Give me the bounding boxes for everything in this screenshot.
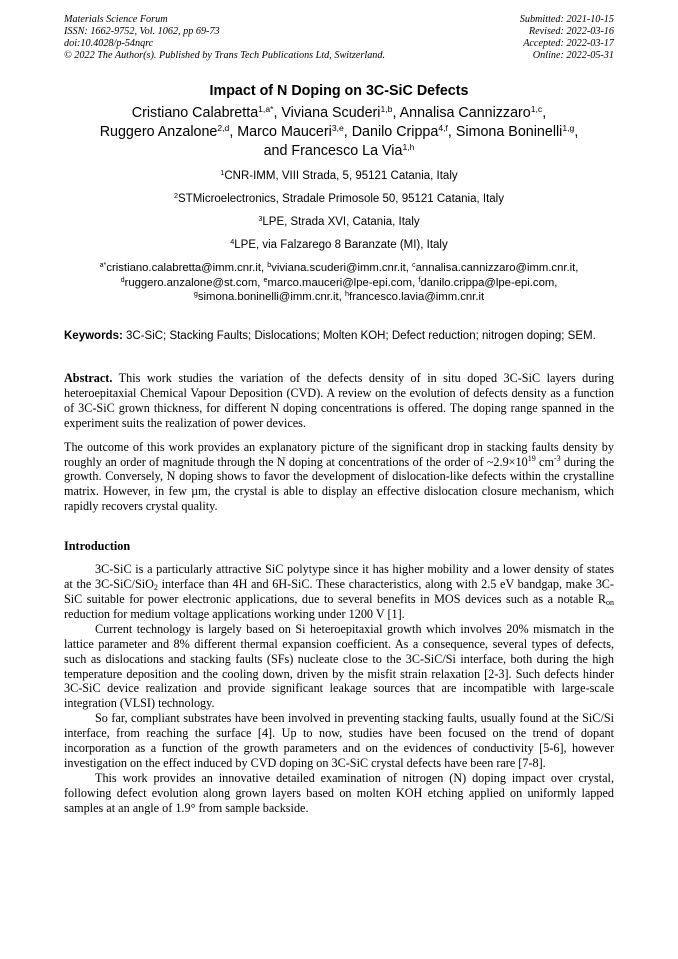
paper-title: Impact of N Doping on 3C-SiC Defects bbox=[209, 83, 469, 99]
author: Cristiano Calabretta$^{1,a*}$, bbox=[131, 104, 282, 121]
keywords-label: Keywords: bbox=[64, 329, 123, 342]
email[interactable]: $^c$annalisa.cannizzaro@imm.cnr.it, bbox=[412, 260, 579, 274]
author: Simona Boninelli$^{1,g}$, bbox=[455, 123, 579, 140]
submitted-date: Submitted: 2021-10-15 bbox=[519, 14, 614, 25]
abstract-paragraph: Abstract. This work studies the variation of the defects density of in situ doped 3C-SiC layers during heteroepitaxial Chemical Vapour Deposition (CVD). A review on the evolution of defects density as a function of 3C-SiC grown thickness, for different N doping concentrations is offered. The doping range spanned in the experiment suits the realization of power devices. bbox=[64, 371, 614, 430]
abstract-paragraph: The outcome of this work provides an explanatory picture of the significant drop in stacking faults density by roughly an order of magnitude through the N doping at concentrations of the order of $\sim 2.9\times 10^{19}$ $cm^{-3}$ during the growth. Conversely, N doping shows to favor the development of dislocation-like defects within the crystalline matrix. However, in few µm, the crystal is able to display an effective dislocation closure mechanism, which rapidly recovers crystal quality. bbox=[64, 439, 614, 514]
keywords-text: 3C-SiC; Stacking Faults; Dislocations; Molten KOH; Defect reduction; nitrogen doping; SEM. bbox=[122, 329, 596, 342]
keywords bbox=[64, 329, 614, 344]
affiliation: $^1$CNR-IMM, VIII Strada, 5, 95121 Catania, Italy bbox=[220, 168, 458, 182]
author: Marco Mauceri$^{3,e}$, bbox=[237, 123, 352, 140]
affiliation: $^4$LPE, via Falzarego 8 Baranzate (MI), Italy bbox=[230, 237, 448, 251]
journal-header bbox=[64, 14, 614, 62]
email[interactable]: $^e$marco.mauceri@lpe-epi.com, bbox=[263, 274, 419, 289]
email[interactable]: $^b$viviana.scuderi@imm.cnr.it, bbox=[267, 260, 413, 274]
journal-name: Materials Science Forum bbox=[64, 14, 168, 25]
author-list bbox=[64, 104, 614, 161]
copyright: © 2022 The Author(s). Published by Trans Tech Publications Ltd, Switzerland. bbox=[64, 50, 386, 61]
section-heading: Introduction bbox=[64, 539, 131, 554]
body-paragraph: This work provides an innovative detailed examination of nitrogen (N) doping impact over crystal, following defect evolution along grown layers based on molten KOH etching applied on uniformly lapped samples at an angle of 1.9° from sample backside. bbox=[64, 770, 614, 815]
author-emails bbox=[64, 261, 614, 305]
body-paragraph: Current technology is largely based on Si heteroepitaxial growth which involves 20% mismatch in the lattice parameter and 8% different thermal expansion coefficient. As a consequence, several types of defects, such as dislocations and stacking faults (SFs) nucleate close to the 3C-SiC/Si interface, both during the high temperature deposition and the cooling down, driven by the misfit strain relaxation [2-3]. Such defects hinder 3C-SiC device realization and provide significant leakage sources that are incompatible with large-scale integration (VLSI) technology. bbox=[64, 621, 614, 711]
author: Danilo Crippa$^{4,f}$, bbox=[351, 123, 456, 140]
email[interactable]: $^f$danilo.crippa@lpe-epi.com, bbox=[418, 274, 558, 289]
author: Viviana Scuderi$^{1,b}$, bbox=[281, 104, 400, 121]
body-paragraph: 3C-SiC is a particularly attractive SiC polytype since it has higher mobility and a lower density of states at the 3C-SiC/SiO$_2$ interface than 4H and 6H-SiC. These characteristics, along with 2.5 eV bandgap, make 3C-SiC suitable for power electronic applications, due to several benefits in MOS devices such as a notable $R_{on}$ reduction for medium voltage applications working under 1200 V [1]. bbox=[64, 562, 614, 621]
issn: ISSN: 1662-9752, Vol. 1062, pp 69-73 bbox=[64, 26, 220, 37]
email[interactable]: $^d$ruggero.anzalone@st.com, bbox=[120, 274, 264, 289]
header-left bbox=[64, 14, 385, 62]
revised-date: Revised: 2022-03-16 bbox=[528, 26, 614, 37]
abstract-label: Abstract. bbox=[64, 371, 113, 385]
accepted-date: Accepted: 2022-03-17 bbox=[523, 38, 614, 49]
affiliation: $^3$LPE, Strada XVI, Catania, Italy bbox=[258, 214, 420, 228]
doi: doi:10.4028/p-54nqrc bbox=[64, 38, 154, 49]
author: Annalisa Cannizzaro$^{1,c}$, bbox=[399, 104, 547, 121]
affiliation: $^2$STMicroelectronics, Stradale Primosole 50, 95121 Catania, Italy bbox=[174, 191, 504, 205]
author: Ruggero Anzalone$^{2,d}$, bbox=[99, 123, 238, 140]
author: and Francesco La Via$^{1,h}$ bbox=[263, 142, 415, 159]
online-date: Online: 2022-05-31 bbox=[532, 50, 614, 61]
email[interactable]: $^h$francesco.lavia@imm.cnr.it bbox=[344, 289, 485, 303]
body-paragraph: So far, compliant substrates have been involved in preventing stacking faults, usually found at the SiC/Si interface, from reaching the surface [4]. Up to now, studies have been focused on the trend of dopant incorporation as a function of the growth parameters and on the evidences of conductivity [5-6], however investigation on the effect induced by CVD doping on 3C-SiC crystal defects have been rare [7-8]. bbox=[64, 711, 614, 770]
header-right bbox=[520, 14, 614, 62]
email[interactable]: $^g$simona.boninelli@imm.cnr.it, bbox=[193, 289, 345, 303]
email[interactable]: $^{a*}$cristiano.calabretta@imm.cnr.it, bbox=[99, 260, 268, 274]
